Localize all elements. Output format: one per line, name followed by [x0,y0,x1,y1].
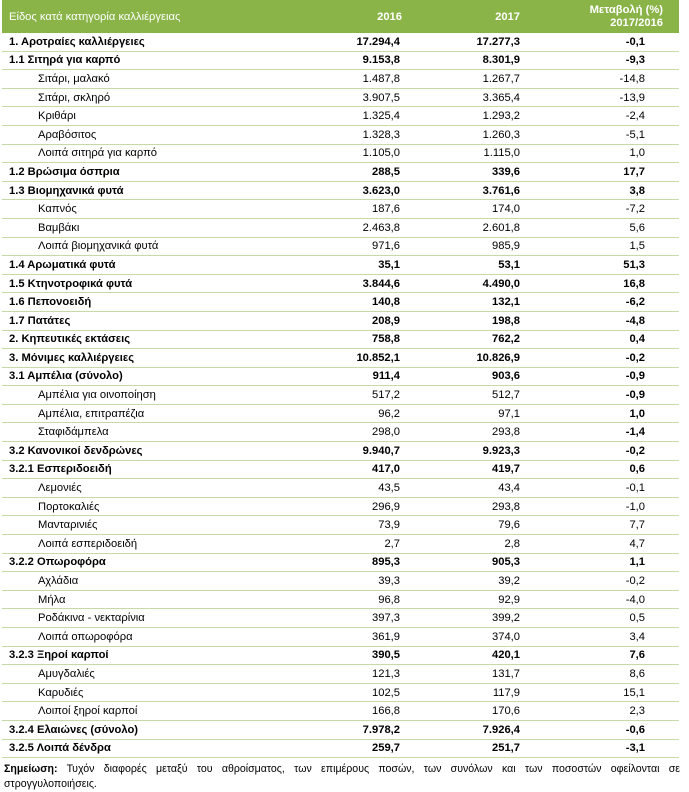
value-2016: 971,6 [303,237,440,256]
value-2017: 512,7 [440,386,558,405]
value-2016: 390,5 [303,646,440,665]
change-percent: -0,2 [558,442,679,461]
row-label: 1.4 Αρωματικά φυτά [2,256,303,275]
value-2017: 132,1 [440,293,558,312]
table-row [2,646,679,665]
table-row [2,423,679,442]
value-2017: 905,3 [440,553,558,572]
change-percent: 7,7 [558,516,679,535]
value-2016: 911,4 [303,367,440,386]
value-2017: 43,4 [440,479,558,498]
value-2016: 397,3 [303,609,440,628]
table-row [2,311,679,330]
value-2017: 2,8 [440,535,558,554]
change-percent: 1,0 [558,404,679,423]
table-row [2,349,679,368]
change-percent: -0,1 [558,479,679,498]
table-header [2,0,679,33]
value-2016: 43,5 [303,479,440,498]
value-2016: 39,3 [303,572,440,591]
change-percent: -2,4 [558,107,679,126]
row-label: 3.2.3 Ξηροί καρποί [2,646,303,665]
change-percent: 1,1 [558,553,679,572]
value-2016: 208,9 [303,311,440,330]
header-year-2017: 2017 [440,0,558,33]
row-label: 1.6 Πεπονοειδή [2,293,303,312]
table-row [2,144,679,163]
value-2016: 140,8 [303,293,440,312]
row-label: 3.1 Αμπέλια (σύνολο) [2,367,303,386]
table-row [2,628,679,647]
value-2016: 259,7 [303,739,440,758]
header-change-percent [558,0,679,33]
change-percent: -4,8 [558,311,679,330]
value-2017: 17.277,3 [440,33,558,51]
value-2016: 1.105,0 [303,144,440,163]
row-label: 1.2 Βρώσιμα όσπρια [2,163,303,182]
table-row [2,256,679,275]
table-row [2,702,679,721]
value-2017: 10.826,9 [440,349,558,368]
header-change-line2: 2017/2016 [610,16,663,29]
value-2016: 517,2 [303,386,440,405]
value-2016: 417,0 [303,460,440,479]
row-label: Αχλάδια [2,572,303,591]
row-label: 1.1 Σιτηρά για καρπό [2,51,303,70]
row-label: 1.3 Βιομηχανικά φυτά [2,181,303,200]
row-label: Μήλα [2,590,303,609]
change-percent: -13,9 [558,88,679,107]
change-percent: 0,5 [558,609,679,628]
table-row [2,479,679,498]
row-label: 1. Αροτραίες καλλιέργειες [2,33,303,51]
value-2017: 374,0 [440,628,558,647]
table-row [2,367,679,386]
table-row [2,274,679,293]
row-label: 3.2.4 Ελαιώνες (σύνολο) [2,720,303,739]
table-row [2,386,679,405]
table-row [2,88,679,107]
value-2016: 10.852,1 [303,349,440,368]
table-row [2,683,679,702]
value-2016: 35,1 [303,256,440,275]
value-2016: 1.328,3 [303,125,440,144]
change-percent: 4,7 [558,535,679,554]
change-percent: 0,4 [558,330,679,349]
row-label: Αμυγδαλιές [2,665,303,684]
value-2016: 9.940,7 [303,442,440,461]
header-change-line1: Μεταβολή (%) [589,3,663,16]
table-row [2,163,679,182]
footnote-text: Τυχόν διαφορές μεταξύ του αθροίσματος, των επιμέρους ποσών, των συνόλων και των ποσοστών οφείλονται σε στρογγυλοποιήσεις. [4,763,680,791]
row-label: Λοιπά βιομηχανικά φυτά [2,237,303,256]
row-label: 3.2.2 Οπωροφόρα [2,553,303,572]
value-2017: 1.260,3 [440,125,558,144]
value-2017: 985,9 [440,237,558,256]
row-label: Αραβόσιτος [2,125,303,144]
value-2016: 361,9 [303,628,440,647]
row-label: 1.7 Πατάτες [2,311,303,330]
row-label: Καπνός [2,200,303,219]
value-2017: 97,1 [440,404,558,423]
value-2017: 762,2 [440,330,558,349]
value-2016: 9.153,8 [303,51,440,70]
value-2017: 293,8 [440,497,558,516]
row-label: Λοιπά σιτηρά για καρπό [2,144,303,163]
header-year-2016: 2016 [303,0,440,33]
value-2017: 293,8 [440,423,558,442]
value-2017: 251,7 [440,739,558,758]
row-label: 3.2.5 Λοιπά δένδρα [2,739,303,758]
change-percent: -3,1 [558,739,679,758]
table-body [2,33,679,758]
value-2017: 7.926,4 [440,720,558,739]
value-2016: 166,8 [303,702,440,721]
change-percent: -0,2 [558,572,679,591]
change-percent: 3,4 [558,628,679,647]
change-percent: -1,0 [558,497,679,516]
change-percent: -7,2 [558,200,679,219]
row-label: Μανταρινιές [2,516,303,535]
header-crop-category: Είδος κατά κατηγορία καλλιέργειας [2,0,303,33]
value-2017: 39,2 [440,572,558,591]
table-row [2,497,679,516]
value-2017: 92,9 [440,590,558,609]
value-2017: 117,9 [440,683,558,702]
change-percent: 15,1 [558,683,679,702]
row-label: Βαμβάκι [2,218,303,237]
value-2016: 758,8 [303,330,440,349]
change-percent: 2,3 [558,702,679,721]
value-2016: 96,8 [303,590,440,609]
value-2016: 2,7 [303,535,440,554]
table-row [2,293,679,312]
value-2017: 1.293,2 [440,107,558,126]
change-percent: 7,6 [558,646,679,665]
row-label: Κριθάρι [2,107,303,126]
table-row [2,535,679,554]
change-percent: -9,3 [558,51,679,70]
table-row [2,739,679,758]
row-label: Λοιπά εσπεριδοειδή [2,535,303,554]
row-label: Σιτάρι, μαλακό [2,70,303,89]
value-2016: 187,6 [303,200,440,219]
change-percent: 1,0 [558,144,679,163]
value-2016: 96,2 [303,404,440,423]
value-2016: 298,0 [303,423,440,442]
row-label: Καρυδιές [2,683,303,702]
row-label: 3. Μόνιμες καλλιέργειες [2,349,303,368]
value-2016: 1.487,8 [303,70,440,89]
change-percent: -0,9 [558,367,679,386]
table-row [2,553,679,572]
table-row [2,330,679,349]
value-2017: 198,8 [440,311,558,330]
value-2017: 131,7 [440,665,558,684]
table-row [2,70,679,89]
value-2016: 73,9 [303,516,440,535]
value-2017: 3.761,6 [440,181,558,200]
row-label: 3.2 Κανονικοί δενδρώνες [2,442,303,461]
value-2016: 1.325,4 [303,107,440,126]
row-label: Ροδάκινα - νεκταρίνια [2,609,303,628]
change-percent: 0,6 [558,460,679,479]
table-row [2,590,679,609]
value-2017: 3.365,4 [440,88,558,107]
change-percent: -4,0 [558,590,679,609]
value-2017: 399,2 [440,609,558,628]
footnote [4,762,680,792]
table-row [2,572,679,591]
change-percent: 51,3 [558,256,679,275]
change-percent: 17,7 [558,163,679,182]
row-label: Λοιπά οπωροφόρα [2,628,303,647]
table-row [2,181,679,200]
change-percent: -14,8 [558,70,679,89]
change-percent: 3,8 [558,181,679,200]
change-percent: 8,6 [558,665,679,684]
value-2016: 121,3 [303,665,440,684]
row-label: 3.2.1 Εσπεριδοειδή [2,460,303,479]
value-2016: 3.907,5 [303,88,440,107]
value-2016: 3.623,0 [303,181,440,200]
change-percent: -0,9 [558,386,679,405]
row-label: Λοιποί ξηροί καρποί [2,702,303,721]
change-percent: 1,5 [558,237,679,256]
value-2016: 17.294,4 [303,33,440,51]
table-row [2,460,679,479]
row-label: 1.5 Κτηνοτροφικά φυτά [2,274,303,293]
value-2016: 7.978,2 [303,720,440,739]
value-2016: 296,9 [303,497,440,516]
row-label: Πορτοκαλιές [2,497,303,516]
table-row [2,442,679,461]
value-2017: 9.923,3 [440,442,558,461]
table-row [2,200,679,219]
table-row [2,125,679,144]
change-percent: -5,1 [558,125,679,144]
table-row [2,665,679,684]
value-2017: 79,6 [440,516,558,535]
table-row [2,609,679,628]
change-percent: -0,2 [558,349,679,368]
table-row [2,218,679,237]
row-label: Αμπέλια για οινοποίηση [2,386,303,405]
value-2016: 2.463,8 [303,218,440,237]
table-row [2,237,679,256]
table-row [2,107,679,126]
value-2016: 288,5 [303,163,440,182]
table-row [2,33,679,51]
change-percent: 5,6 [558,218,679,237]
change-percent: -1,4 [558,423,679,442]
row-label: Σταφιδάμπελα [2,423,303,442]
row-label: Σιτάρι, σκληρό [2,88,303,107]
change-percent: -0,6 [558,720,679,739]
table-row [2,720,679,739]
value-2017: 903,6 [440,367,558,386]
value-2017: 420,1 [440,646,558,665]
value-2017: 8.301,9 [440,51,558,70]
value-2016: 102,5 [303,683,440,702]
crop-area-table [2,0,679,758]
change-percent: -0,1 [558,33,679,51]
row-label: Αμπέλια, επιτραπέζια [2,404,303,423]
table-row [2,516,679,535]
value-2017: 419,7 [440,460,558,479]
table-row [2,404,679,423]
value-2016: 895,3 [303,553,440,572]
value-2017: 53,1 [440,256,558,275]
value-2017: 1.115,0 [440,144,558,163]
value-2017: 4.490,0 [440,274,558,293]
change-percent: -6,2 [558,293,679,312]
value-2017: 1.267,7 [440,70,558,89]
value-2017: 174,0 [440,200,558,219]
footnote-label: Σημείωση: [4,763,58,776]
value-2017: 2.601,8 [440,218,558,237]
value-2017: 170,6 [440,702,558,721]
table-row [2,51,679,70]
change-percent: 16,8 [558,274,679,293]
row-label: 2. Κηπευτικές εκτάσεις [2,330,303,349]
value-2016: 3.844,6 [303,274,440,293]
value-2017: 339,6 [440,163,558,182]
row-label: Λεμονιές [2,479,303,498]
